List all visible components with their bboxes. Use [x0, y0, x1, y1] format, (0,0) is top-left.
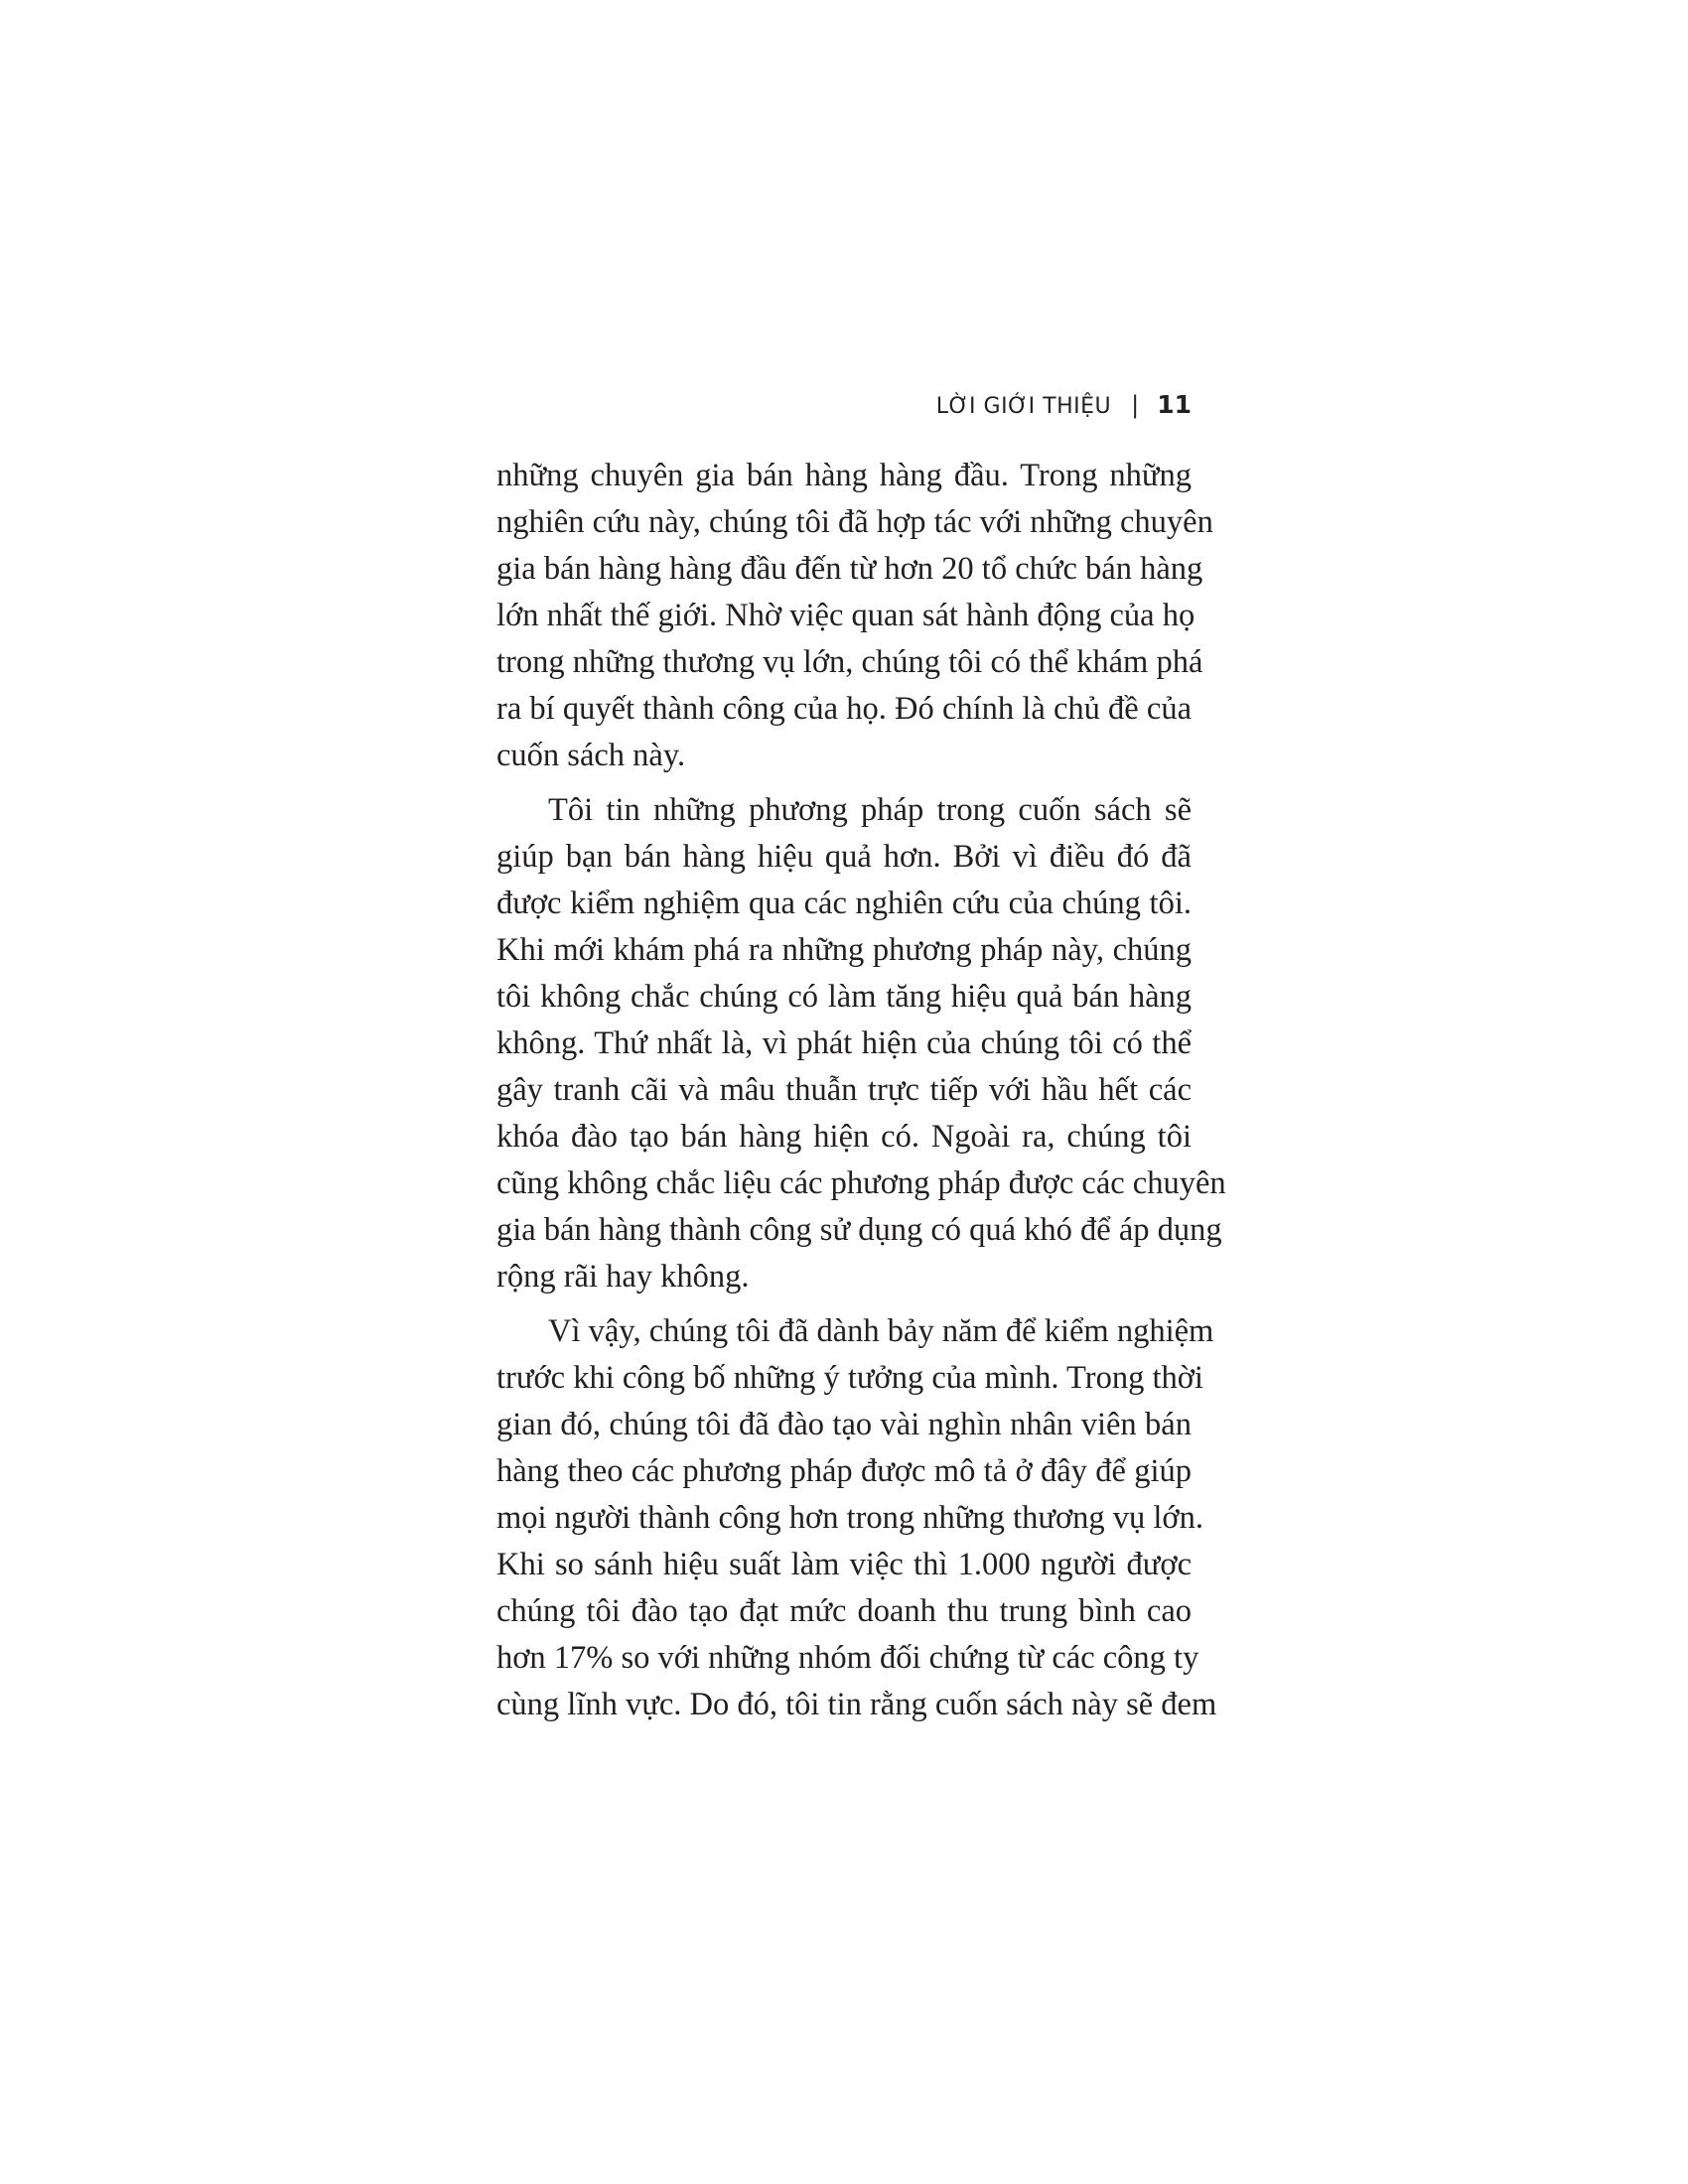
text-line: trước khi công bố những ý tưởng của mình. Trong thời [496, 1360, 1203, 1396]
paragraph [496, 453, 1213, 779]
text-line: Tôi tin những phương pháp trong cuốn sách sẽ [548, 792, 1192, 828]
text-line: hàng theo các phương pháp được mô tả ở đây để giúp [496, 1453, 1192, 1489]
text-line: cuốn sách này. [496, 738, 686, 773]
paragraph [496, 1308, 1217, 1728]
text-line: được kiểm nghiệm qua các nghiên cứu của chúng tôi. [496, 886, 1192, 921]
section-title: LỜI GIỚI THIỆU [935, 394, 1112, 419]
text-line: những chuyên gia bán hàng hàng đầu. Trong những [496, 458, 1192, 493]
text-line: lớn nhất thế giới. Nhờ việc quan sát hành động của họ [496, 598, 1196, 633]
text-line: giúp bạn bán hàng hiệu quả hơn. Bởi vì điều đó đã [496, 839, 1192, 875]
header-separator: | [1131, 391, 1140, 419]
text-line: gia bán hàng thành công sử dụng có quá khó để áp dụng [496, 1212, 1222, 1248]
text-line: Khi so sánh hiệu suất làm việc thì 1.000 người được [496, 1547, 1192, 1582]
text-line: gây tranh cãi và mâu thuẫn trực tiếp với hầu hết các [496, 1072, 1192, 1108]
text-line: gian đó, chúng tôi đã đào tạo vài nghìn nhân viên bán [496, 1407, 1192, 1442]
text-line: mọi người thành công hơn trong những thương vụ lớn. [496, 1500, 1203, 1536]
text-line: hơn 17% so với những nhóm đối chứng từ các công ty [496, 1640, 1199, 1676]
text-line: không. Thứ nhất là, vì phát hiện của chúng tôi có thể [496, 1025, 1192, 1061]
text-line: Vì vậy, chúng tôi đã dành bảy năm để kiểm nghiệm [548, 1313, 1214, 1349]
text-line: khóa đào tạo bán hàng hiện có. Ngoài ra, chúng tôi [496, 1119, 1192, 1155]
text-line: trong những thương vụ lớn, chúng tôi có thể khám phá [496, 644, 1203, 680]
text-line: gia bán hàng hàng đầu đến từ hơn 20 tổ chức bán hàng [496, 551, 1203, 587]
text-line: cũng không chắc liệu các phương pháp được các chuyên [496, 1165, 1226, 1201]
text-line: cùng lĩnh vực. Do đó, tôi tin rằng cuốn sách này sẽ đem [496, 1687, 1217, 1722]
paragraph [496, 787, 1226, 1300]
text-line: chúng tôi đào tạo đạt mức doanh thu trung bình cao [496, 1593, 1192, 1629]
text-line: rộng rãi hay không. [496, 1259, 750, 1295]
text-line: Khi mới khám phá ra những phương pháp này, chúng [496, 932, 1192, 968]
text-line: ra bí quyết thành công của họ. Đó chính là chủ đề của [496, 691, 1192, 727]
text-line: nghiên cứu này, chúng tôi đã hợp tác với những chuyên [496, 504, 1213, 540]
running-header [496, 390, 1192, 419]
page-number: 11 [1157, 390, 1192, 419]
text-line: tôi không chắc chúng có làm tăng hiệu quả bán hàng [496, 979, 1192, 1015]
body-text [496, 453, 1226, 1736]
